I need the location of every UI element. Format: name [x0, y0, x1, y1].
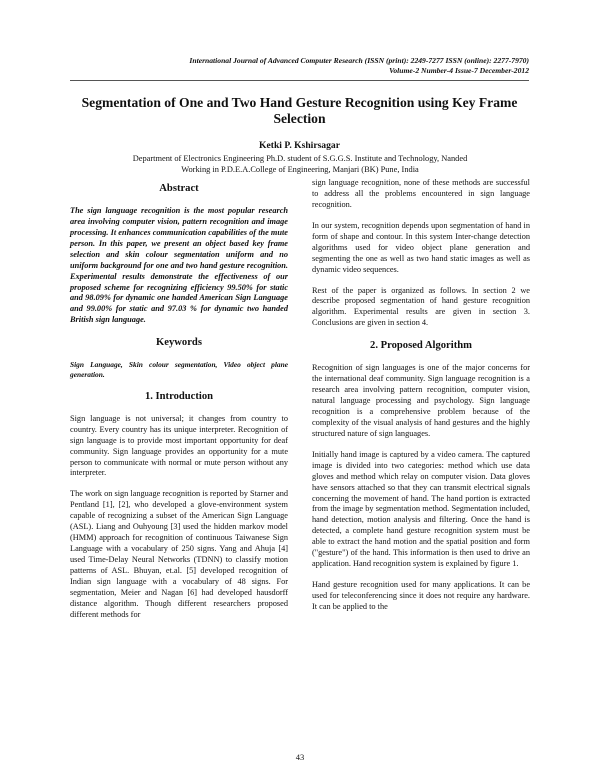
paper-title: Segmentation of One and Two Hand Gesture Recognition using Key Frame Selection [81, 95, 518, 126]
keywords-heading: Keywords [156, 337, 202, 349]
introduction-heading: 1. Introduction [144, 390, 214, 402]
page-number: 43 [295, 752, 305, 762]
intro-paragraph: In our system, recognition depends upon segmentation of hand in form of shape and contour. In this system Inter-change detection algorithms used for video object plane generation and segmenting the one as well as two hand static images as well as dynamic video sequences. [312, 220, 530, 274]
proposed-algorithm-heading: 2. Proposed Algorithm [370, 340, 472, 352]
intro-paragraph: sign language recognition, none of these methods are successful to address all the problems encountered in sign language recognition. [312, 178, 530, 209]
journal-header [70, 56, 529, 76]
intro-paragraph: Rest of the paper is organized as follows. In section 2 we describe proposed segmentation of hand gesture recognition algorithm. Experimental results are given in section 3. Conclusions are given in section 4. [312, 285, 530, 328]
author-affiliation [105, 154, 495, 176]
author-name: Ketki P. Kshirsagar [259, 140, 340, 151]
intro-paragraph: Sign language is not universal; it changes from country to country. Every country has its unique interpreter. Recognition of sign language is to provide most important opportunity for deaf community. Sign language provides an opportunity for a mute person to communicate with normal or mute person without any interpreter. [70, 413, 288, 478]
algorithm-paragraph: Recognition of sign languages is one of the major concerns for the international deaf community. Sign language recognition is a research area involving pattern recognition, computer vision, natural language processing and psychology. Sign language recognition is a comprehensive problem because of the complexity of the visual analysis of hand gestures and the highly structured nature of sign languages. [312, 363, 530, 438]
header-rule [70, 80, 529, 81]
abstract-text: The sign language recognition is the most popular research area involving computer vision, pattern recognition and image processing. It enhances communication capabilities of the mute person. In this paper, we present an object based key frame selection and skin colour segmentation uniform and no uniform background for one and two hand gesture recognition. Experimental results demonstrate the effectiveness of our proposed scheme for recognizing efficiency 99.50% for static and 98.09% for dynamic one handed American Sign Language and 99.00% for static and 97.03 % for dynamic two handed British sign language. [70, 205, 288, 325]
affiliation-line-1: Department of Electronics Engineering Ph.D. student of S.G.G.S. Institute and Technology, Nanded [132, 154, 468, 163]
journal-name: International Journal of Advanced Computer Research (ISSN (print): 2249-7277 ISSN (online): 2277-7970) [189, 56, 529, 65]
abstract-heading: Abstract [159, 183, 199, 194]
journal-volume: Volume-2 Number-4 Issue-7 December-2012 [389, 65, 529, 75]
algorithm-paragraph: Initially hand image is captured by a video camera. The captured image is divided into two categories: method which use data gloves and method which relay on computer vision. Data gloves have sensors attached so that they can transmit electrical signals concerning the movement of hand. The hand portion is extracted from the image by segmentation method. Segmentation included, hand detection, motion analysis and filtering. Once the hand is detected, a complete hand gesture recognition system must be able to extract the hand motion and the spatial position and form ("gesture") of the hand. This information is then used to drive an application. Hand recognition system is explained by figure 1. [312, 449, 530, 569]
left-column [70, 178, 288, 631]
keywords-text: Sign Language, Skin colour segmentation, Video object plane generation. [70, 360, 288, 380]
intro-paragraph: The work on sign language recognition is reported by Starner and Pentland [1], [2], who developed a glove-environment system capable of recognizing a subset of the American Sign Language (ASL). Liang and Ouhyoung [3] used the hidden markov model (HMM) approach for recognition of continuous Taiwanese Sign Language with a vocabulary of 250 signs. Yang and Ahuja [4] used Time-Delay Neural Networks (TDNN) to classify motion patterns of ASL. Bhuyan, et.al. [5] developed recognition of Indian sign language with a vocabulary of 48 signs. For segmentation, Meier and Nagan [6] had developed hausdorff distance algorithm. Though different researchers proposed different methods for [70, 489, 288, 619]
algorithm-paragraph: Hand gesture recognition used for many applications. It can be used for teleconferencing since it does not require any hardware. It can be applied to the [312, 580, 530, 611]
right-column [312, 178, 530, 623]
affiliation-line-2: Working in P.D.E.A.College of Engineering, Manjari (BK) Pune, India [181, 164, 419, 174]
